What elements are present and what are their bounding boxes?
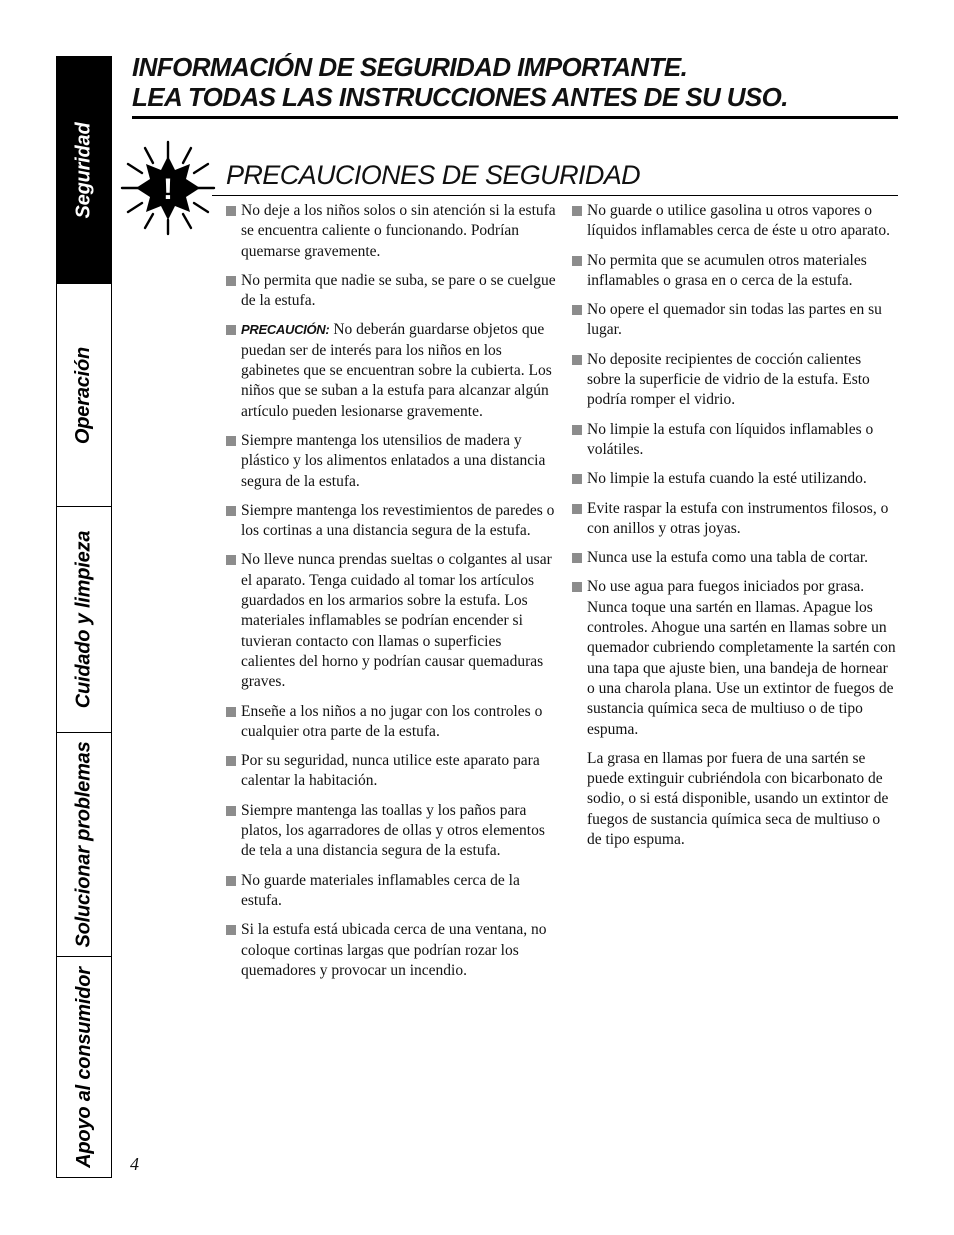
item-text: La grasa en llamas por fuera de una sartén se puede extinguir cubriéndola con bicarbonato de sodio, o si está disponible, usando un extintor de fuegos de sustancia química seca de multiuso o de tipo espuma. xyxy=(587,749,889,849)
list-item xyxy=(226,550,558,692)
title-divider xyxy=(132,116,898,119)
square-bullet-icon xyxy=(226,276,236,286)
item-text: No guarde materiales inflamables cerca de la estufa. xyxy=(241,871,520,909)
item-text: No use agua para fuegos iniciados por grasa. Nunca toque una sartén en llamas. Apague los controles. Ahogue una sartén en llamas sobre un quemador cubriendo completamente la sartén con una tapa que ajuste bien, una bandeja de hornear o una charola plana. Use un extintor de fuegos de sustancia química seca de multiuso o de tipo espuma. xyxy=(587,578,896,738)
square-bullet-icon xyxy=(572,256,582,266)
square-bullet-icon xyxy=(226,436,236,446)
square-bullet-icon xyxy=(572,474,582,484)
list-item xyxy=(226,431,558,492)
tab-label: Solucionar problemas xyxy=(72,741,95,948)
list-item xyxy=(226,501,558,542)
square-bullet-icon xyxy=(226,506,236,516)
section-divider xyxy=(212,195,898,196)
warning-glyph: ! xyxy=(163,173,173,206)
square-bullet-icon xyxy=(572,582,582,592)
item-text: Por su seguridad, nunca utilice este aparato para calentar la habitación. xyxy=(241,752,540,790)
square-bullet-icon xyxy=(226,206,236,216)
square-bullet-icon xyxy=(226,806,236,816)
square-bullet-icon xyxy=(226,325,236,335)
tab-label: Seguridad xyxy=(72,122,95,218)
tab-label: Apoyo al consumidor xyxy=(72,966,95,1168)
list-item xyxy=(226,801,558,862)
list-item xyxy=(226,871,558,912)
square-bullet-icon xyxy=(572,305,582,315)
square-bullet-icon xyxy=(226,925,236,935)
tab-operacion[interactable] xyxy=(57,284,111,507)
item-text: No deberán guardarse objetos que puedan ser de interés para los niños en los gabinetes que se encuentran sobre la cubierta. Los niños que se suban a la estufa para alcanzar algún artículo pueden lesionarse gravemente. xyxy=(241,321,552,420)
square-bullet-icon xyxy=(226,756,236,766)
list-item xyxy=(572,350,896,411)
item-text: Siempre mantenga los utensilios de madera y plástico y los alimentos enlatados a una distancia segura de la estufa. xyxy=(241,431,546,490)
item-text: No guarde o utilice gasolina u otros vapores o líquidos inflamables cerca de éste u otro aparato. xyxy=(587,202,890,240)
tab-label: Operación xyxy=(72,346,95,444)
item-text: No permita que se acumulen otros materiales inflamables o grasa en o cerca de la estufa. xyxy=(587,251,867,289)
tab-seguridad[interactable] xyxy=(57,57,111,284)
item-text: No permita que nadie se suba, se pare o se cuelgue de la estufa. xyxy=(241,271,556,310)
list-item xyxy=(226,271,558,312)
list-item xyxy=(226,201,558,262)
section-tabs xyxy=(56,56,112,1178)
list-item xyxy=(572,251,896,292)
left-precautions-list xyxy=(226,201,558,990)
list-item xyxy=(572,420,896,461)
tab-apoyo-al-consumidor[interactable] xyxy=(57,957,111,1177)
square-bullet-icon xyxy=(226,876,236,886)
list-item xyxy=(572,499,896,540)
square-bullet-icon xyxy=(572,504,582,514)
item-text: Nunca use la estufa como una tabla de cortar. xyxy=(587,549,869,567)
list-item xyxy=(572,577,896,739)
note-paragraph xyxy=(572,749,896,850)
page-number: 4 xyxy=(130,1154,139,1174)
page-title xyxy=(132,52,788,112)
section-title: PRECAUCIONES DE SEGURIDAD xyxy=(226,160,641,190)
list-item xyxy=(572,469,896,489)
list-item xyxy=(226,751,558,792)
square-bullet-icon xyxy=(226,555,236,565)
page-title-line1: INFORMACIÓN DE SEGURIDAD IMPORTANTE. xyxy=(132,52,688,82)
item-text: No limpie la estufa cuando la esté utilizando. xyxy=(587,470,867,488)
square-bullet-icon xyxy=(572,206,582,216)
item-text: Siempre mantenga las toallas y los paños para platos, los agarradores de ollas y otros elementos de tela a una distancia segura de la estufa. xyxy=(241,801,545,860)
item-text: No deje a los niños solos o sin atención si la estufa se encuentra caliente o funcionando. Podrían quemarse gravemente. xyxy=(241,202,556,260)
tab-label: Cuidado y limpieza xyxy=(72,530,95,709)
item-text: Si la estufa está ubicada cerca de una ventana, no coloque cortinas largas que podrían rozar los quemadores y provocar un incendio. xyxy=(241,921,547,979)
item-text: Enseñe a los niños a no jugar con los controles o cualquier otra parte de la estufa. xyxy=(241,702,543,740)
square-bullet-icon xyxy=(226,707,236,717)
item-text: No deposite recipientes de cocción calientes sobre la superficie de vidrio de la estufa. Esto podría romper el vidrio. xyxy=(587,350,870,409)
right-precautions-list xyxy=(572,201,896,859)
caution-label: PRECAUCIÓN: xyxy=(241,322,330,338)
square-bullet-icon xyxy=(572,553,582,563)
item-text: No limpie la estufa con líquidos inflamables o volátiles. xyxy=(587,420,874,458)
warning-burst-icon xyxy=(118,136,218,244)
tab-solucionar-problemas[interactable] xyxy=(57,733,111,957)
list-item xyxy=(226,702,558,743)
list-item xyxy=(572,548,896,568)
tab-cuidado-y-limpieza[interactable] xyxy=(57,507,111,733)
item-text: No lleve nunca prendas sueltas o colgantes al usar el aparato. Tenga cuidado al tomar los artículos guardados en los armarios sobre la estufa. Los materiales inflamables se podrían encender si tuvieran contacto con llamas o superficies calientes del horno y podrían causar quemaduras graves. xyxy=(241,551,552,691)
list-item xyxy=(226,320,558,421)
list-item xyxy=(572,300,896,341)
item-text: Siempre mantenga los revestimientos de paredes o los cortinas a una distancia segura de la estufa. xyxy=(241,501,555,540)
item-text: No opere el quemador sin todas las partes en su lugar. xyxy=(587,301,882,339)
square-bullet-icon xyxy=(572,355,582,365)
page-title-line2: LEA TODAS LAS INSTRUCCIONES ANTES DE SU USO. xyxy=(132,82,788,112)
list-item xyxy=(226,920,558,981)
list-item xyxy=(572,201,896,242)
square-bullet-icon xyxy=(572,425,582,435)
item-text: Evite raspar la estufa con instrumentos filosos, o con anillos y otras joyas. xyxy=(587,499,889,537)
